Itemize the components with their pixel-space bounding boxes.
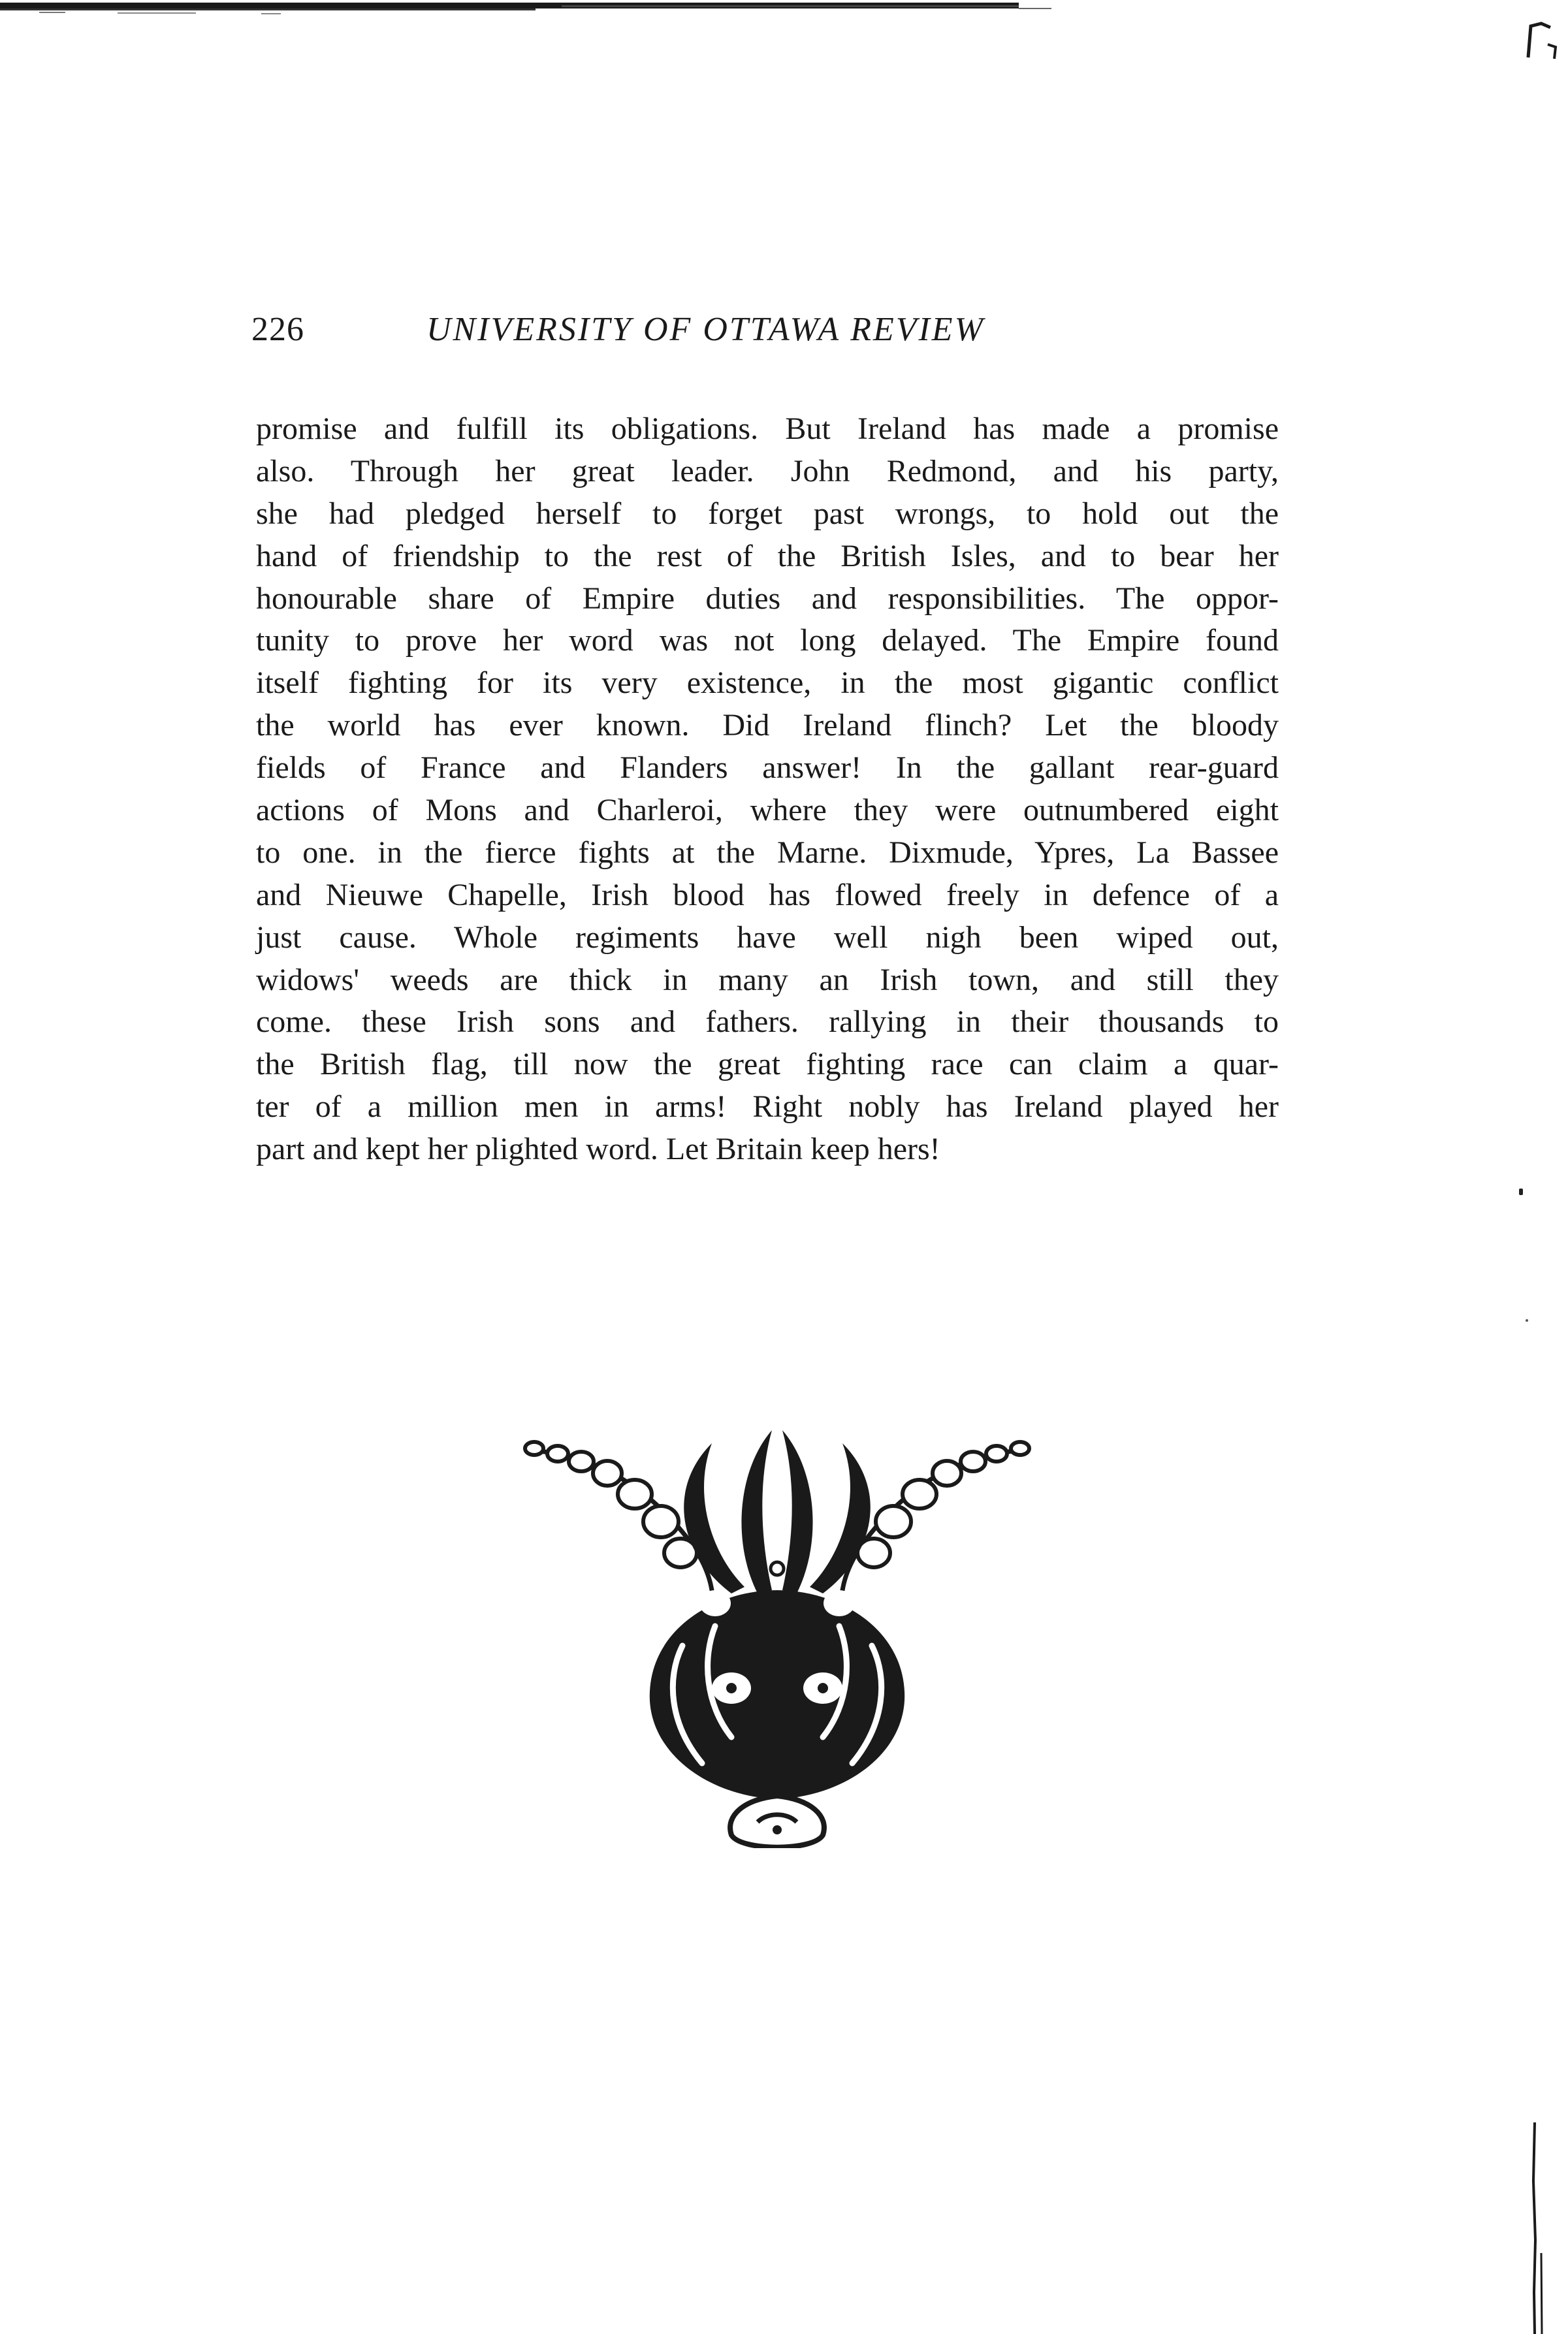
text-line: and Nieuwe Chapelle, Irish blood has flowed freely in defence of a [256,877,1279,912]
running-header [251,307,1283,359]
text-line: she had pledged herself to forget past wrongs, to hold out the [256,496,1279,531]
text-line: actions of Mons and Charleroi, where they were outnumbered eight [256,793,1279,828]
text-line: honourable share of Empire duties and responsibilities. The oppor- [256,581,1279,616]
text-line: part and kept her plighted word. Let Britain keep hers! [256,1132,940,1167]
scan-speck [1519,1189,1523,1195]
text-line: just cause. Whole regiments have well nigh been wiped out, [256,919,1279,955]
text-line: itself fighting for its very existence, in the most gigantic conflict [256,665,1279,701]
page-number: 226 [251,311,304,348]
text-line: hand of friendship to the rest of the British Isles, and to bear her [256,538,1279,573]
body-paragraph [256,408,1279,1171]
margin-scan-mark [1522,2122,1548,2334]
text-line: promise and fulfill its obligations. But Ireland has made a promise [256,411,1279,446]
scan-speck [1526,1319,1528,1322]
text-line: tunity to prove her word was not long delayed. The Empire found [256,623,1279,658]
text-line: to one. in the fierce fights at the Marne. Dixmude, Ypres, La Bassee [256,835,1279,870]
scan-edge-rule [0,1,1051,17]
floral-vase-ornament-icon [516,1430,1038,1848]
running-title: UNIVERSITY OF OTTAWA REVIEW [426,311,985,348]
text-line: the British flag, till now the great fighting race can claim a quar- [256,1047,1279,1082]
margin-scan-mark [1522,18,1561,64]
text-line: also. Through her great leader. John Redmond, and his party, [256,453,1279,488]
text-line: ter of a million men in arms! Right nobly has Ireland played her [256,1089,1279,1125]
text-line: the world has ever known. Did Ireland flinch? Let the bloody [256,708,1279,743]
text-line: come. these Irish sons and fathers. rallying in their thousands to [256,1004,1279,1040]
text-line: fields of France and Flanders answer! In the gallant rear-guard [256,750,1279,786]
text-line: widows' weeds are thick in many an Irish town, and still they [256,962,1279,997]
